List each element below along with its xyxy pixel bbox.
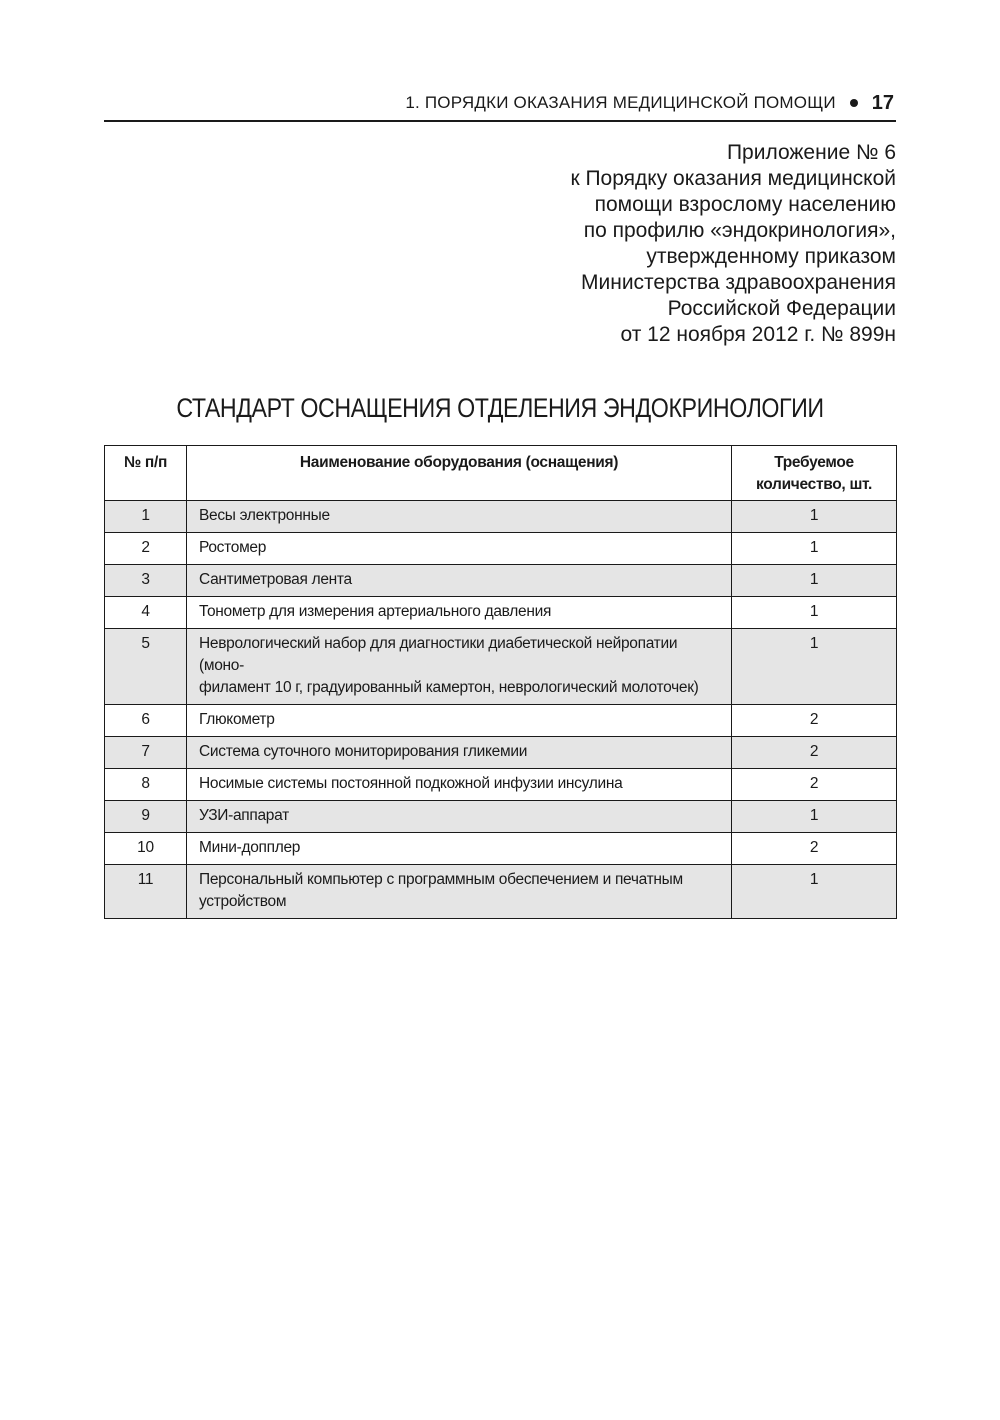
table-row: [105, 629, 897, 705]
row-qty: 2: [732, 769, 897, 801]
row-name: Сантиметровая лента: [187, 565, 732, 597]
running-header: [104, 90, 896, 122]
row-qty: 1: [732, 597, 897, 629]
row-name: Мини-допплер: [187, 833, 732, 865]
row-name: Тонометр для измерения артериального давления: [187, 597, 732, 629]
row-num: 11: [105, 865, 187, 919]
bullet-icon: [850, 99, 858, 107]
table-row: [105, 501, 897, 533]
row-num: 6: [105, 705, 187, 737]
row-qty: 2: [732, 705, 897, 737]
row-qty: 1: [732, 565, 897, 597]
header-num: № п/п: [105, 446, 187, 501]
appendix-line: по профилю «эндокринология»,: [583, 219, 896, 242]
table-row: [105, 705, 897, 737]
row-qty: 2: [732, 737, 897, 769]
header-qty: [732, 446, 897, 501]
row-name: Весы электронные: [187, 501, 732, 533]
table-row: [105, 865, 897, 919]
appendix-line: к Порядку оказания медицинской: [570, 167, 896, 190]
appendix-line: Приложение № 6: [726, 141, 896, 164]
row-name: Носимые системы постоянной подкожной инфузии инсулина: [187, 769, 732, 801]
header-name: Наименование оборудования (оснащения): [187, 446, 732, 501]
appendix-line: от 12 ноября 2012 г. № 899н: [620, 323, 896, 346]
section-title: 1. ПОРЯДКИ ОКАЗАНИЯ МЕДИЦИНСКОЙ ПОМОЩИ: [405, 93, 836, 112]
table-row: [105, 533, 897, 565]
document-title: СТАНДАРТ ОСНАЩЕНИЯ ОТДЕЛЕНИЯ ЭНДОКРИНОЛОГИИ: [176, 393, 824, 423]
appendix-line: Министерства здравоохранения: [581, 271, 896, 294]
row-qty: 1: [732, 501, 897, 533]
row-num: 9: [105, 801, 187, 833]
header-qty-line: Требуемое: [774, 454, 854, 471]
row-num: 5: [105, 629, 187, 705]
row-name-line: Неврологический набор для диагностики диабетической нейропатии (моно-: [199, 635, 678, 674]
row-name: Глюкометр: [187, 705, 732, 737]
table-row: [105, 737, 897, 769]
table-row: [105, 833, 897, 865]
row-num: 3: [105, 565, 187, 597]
row-qty: 1: [732, 801, 897, 833]
row-name-line: филамент 10 г, градуированный камертон, неврологический молоточек): [199, 679, 699, 696]
row-qty: 1: [732, 865, 897, 919]
row-name: УЗИ-аппарат: [187, 801, 732, 833]
appendix-line: Российской Федерации: [667, 297, 896, 320]
page-number: 17: [871, 91, 894, 114]
row-qty: 1: [732, 533, 897, 565]
row-name: Ростомер: [187, 533, 732, 565]
row-num: 4: [105, 597, 187, 629]
appendix-line: помощи взрослому населению: [594, 193, 896, 216]
table-row: [105, 769, 897, 801]
appendix-line: утвержденному приказом: [646, 245, 896, 268]
table-row: [105, 801, 897, 833]
row-qty: 2: [732, 833, 897, 865]
header-qty-line: количество, шт.: [756, 476, 872, 493]
row-num: 10: [105, 833, 187, 865]
row-name: Система суточного мониторирования гликемии: [187, 737, 732, 769]
row-num: 8: [105, 769, 187, 801]
row-name-line: устройством: [199, 893, 287, 910]
table-row: [105, 565, 897, 597]
row-num: 7: [105, 737, 187, 769]
table-header-row: [105, 446, 897, 501]
appendix-note: [570, 140, 896, 348]
row-num: 2: [105, 533, 187, 565]
row-name-line: Персональный компьютер с программным обеспечением и печатным: [199, 871, 683, 888]
row-name: [187, 865, 732, 919]
row-num: 1: [105, 501, 187, 533]
table-row: [105, 597, 897, 629]
row-qty: 1: [732, 629, 897, 705]
row-name: [187, 629, 732, 705]
equipment-table: [104, 445, 897, 919]
